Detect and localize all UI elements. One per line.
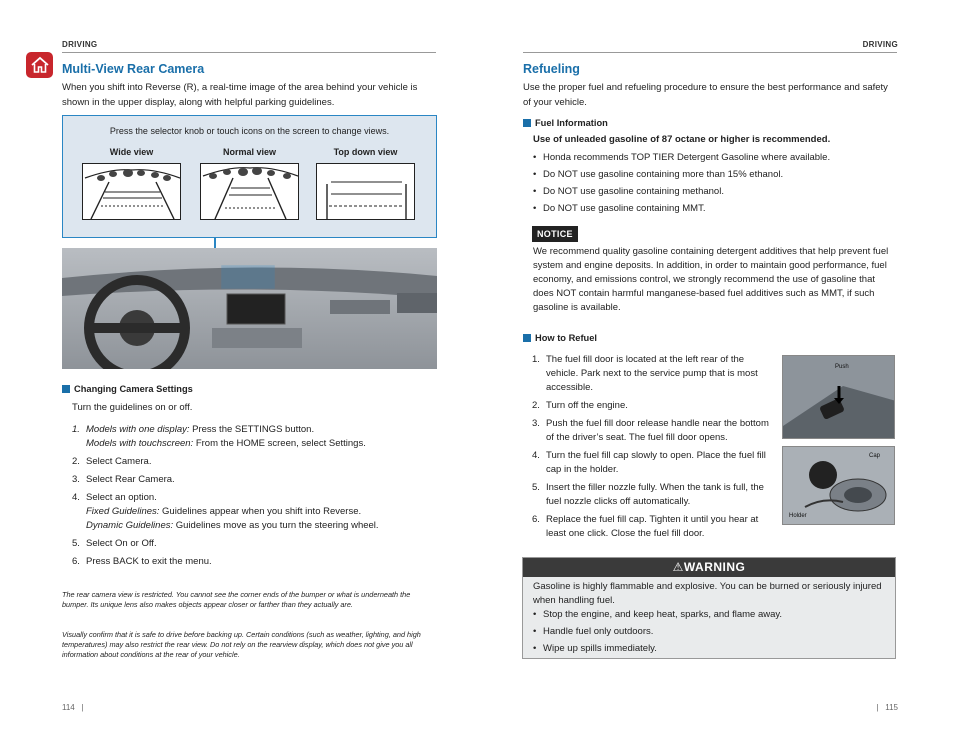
section-label: DRIVING [862,40,898,49]
warning-bullets [533,608,887,659]
right-page [480,0,960,750]
warning-text: Gasoline is highly flammable and explosive. You can be burned or seriously injured when handling fuel. [533,581,882,606]
normal-view-label: Normal view [222,147,277,157]
list-item: • Stop the engine, and keep heat, sparks, and flame away. [533,609,783,620]
list-item: • Handle fuel only outdoors. [533,626,654,637]
fuel-bullets [533,151,897,219]
heading-text: Changing Camera Settings [74,384,193,394]
page-title: Multi-View Rear Camera [62,62,205,76]
warning-box [522,557,896,659]
top-down-view-thumbnail [316,163,415,220]
camera-settings-steps [72,401,438,573]
fuel-door-release-photo [782,355,895,439]
intro-text: When you shift into Reverse (R), a real-time image of the area behind your vehicle is shown in the upper display, along with helpful parking guidelines. [62,82,418,108]
lead-text: Turn the guidelines on or off. [72,402,193,413]
wide-view-label: Wide view [109,147,154,157]
fuel-cap-photo [782,446,895,525]
camera-instruction: Press the selector knob or touch icons on the screen to change views. [109,126,390,136]
push-label: Push [835,364,849,370]
list-item: 2. Select Camera. [72,456,152,467]
page-number-right: | 115 [876,703,898,712]
wide-view-thumbnail [82,163,181,220]
warning-header: ⚠WARNING [523,558,895,577]
list-item: 5. Select On or Off. [72,538,157,549]
cap-label: Cap [869,453,881,459]
list-item: 6. Replace the fuel fill cap. Tighten it until you hear at least one click. Close the fuel fill door. [532,514,759,539]
fuel-recommendation: Use of unleaded gasoline of 87 octane or higher is recommended. [533,134,831,145]
intro-text: Use the proper fuel and refueling procedure to ensure the best performance and safety of your vehicle. [523,82,888,108]
list-item: 1. The fuel fill door is located at the left rear of the vehicle. Park next to the service pump that is most accessible. [532,354,758,393]
heading-marker [523,334,531,342]
page-number-left: 114 | [62,703,84,712]
refuel-steps [532,353,772,545]
section-label: DRIVING [62,40,98,49]
list-item: 6. Press BACK to exit the menu. [72,556,212,567]
notice-text: We recommend quality gasoline containing detergent additives that help prevent fuel system and engine deposits. In addition, in order to maintain good performance, fuel economy, and emissions control, we strongly recommend the use of gasoline that does NOT contain harmful manganese-based fuel additives such as MMT, if such gasoline is available. [533,246,889,313]
list-item: • Do NOT use gasoline containing more than 15% ethanol. [533,169,784,180]
camera-note-2: Visually confirm that it is safe to drive before backing up. Certain conditions (such as weather, lighting, and high temperatures) may also restrict the rear view. Do not rely on the rearview display, which does not give you all information about conditions at the rear of your vehicle. [62,630,421,660]
list-item: 3. Select Rear Camera. [72,474,175,485]
camera-views-panel [62,115,437,238]
camera-note-1: The rear camera view is restricted. You cannot see the corner ends of the bumper or what is underneath the bumper. Its unique lens also makes objects appear closer or farther than they actually are. [62,590,411,610]
heading-marker [523,119,531,127]
list-item: 2. Turn off the engine. [532,400,628,411]
list-item: • Do NOT use gasoline containing MMT. [533,203,706,214]
list-item: • Do NOT use gasoline containing methanol. [533,186,724,197]
list-item: 4. Turn the fuel fill cap slowly to open. Place the fuel fill cap in the holder. [532,450,766,475]
list-item: 5. Insert the filler nozzle fully. When the tank is full, the fuel nozzle clicks off automatically. [532,482,764,507]
changing-settings-heading [62,384,193,394]
heading-marker [62,385,70,393]
page-title: Refueling [523,62,580,76]
fuel-info-heading: Fuel Information [523,118,608,128]
list-item: • Honda recommends TOP TIER Detergent Gasoline where available. [533,152,831,163]
list-item: 3. Push the fuel fill door release handle near the bottom of the driver’s seat. The fuel fill door opens. [532,418,769,443]
normal-view-thumbnail [200,163,299,220]
home-icon[interactable] [26,52,53,78]
top-down-view-label: Top down view [333,147,398,157]
list-item: 1. Models with one display: Press the SETTINGS button. Models with touchscreen: From the HOME screen, select Settings. [72,424,366,449]
warning-icon: ⚠ [672,560,684,574]
notice-badge: NOTICE [532,226,578,242]
holder-label: Holder [789,513,807,519]
dashboard-photo [62,248,437,369]
header-rule [62,52,436,53]
header-rule [523,52,897,53]
how-to-refuel-heading: How to Refuel [523,333,597,343]
list-item: • Wipe up spills immediately. [533,643,657,654]
list-item: 4. Select an option. Fixed Guidelines: Guidelines appear when you shift into Reverse. Dynamic Guidelines: Guidelines move as you turn the steering wheel. [72,492,379,531]
